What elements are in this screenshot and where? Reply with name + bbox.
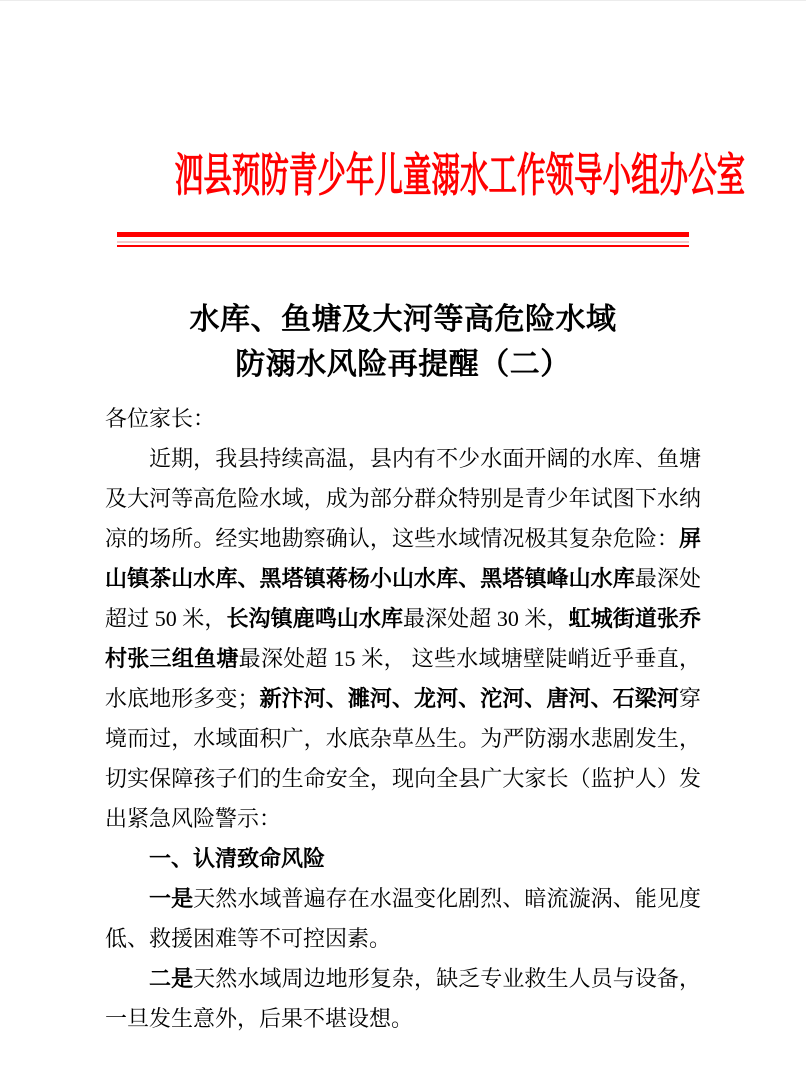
document-body xyxy=(105,399,701,1039)
emphasis-text: 一是 xyxy=(149,885,194,911)
emphasis-text: 虹城街道张乔村张三组鱼塘 xyxy=(105,605,701,671)
body-text: 最深处超 30 米， xyxy=(403,605,569,631)
body-text: 最深处超 15 米， 这些水域塘壁陡峭近乎垂直，水底地形多变； xyxy=(105,645,701,711)
document-title xyxy=(0,297,806,387)
salutation: 各位家长： xyxy=(105,405,216,431)
risk-point-1 xyxy=(105,879,701,959)
body-text: 穿境而过，水域面积广，水底杂草丛生。为严防溺水悲剧发生，切实保障孩子们的生命安全，现向全县广大家长（监护人）发出紧急风险警示： xyxy=(105,685,701,831)
document-title-line2: 防溺水风险再提醒（二） xyxy=(235,347,571,381)
body-text: 天然水域普遍存在水温变化剧烈、暗流漩涡、能见度低、救援困难等不可控因素。 xyxy=(105,885,701,951)
emphasis-text: 屏山镇茶山水库、黑塔镇蒋杨小山水库、黑塔镇峰山水库 xyxy=(105,525,701,591)
body-text: 近期，我县持续高温，县内有不少水面开阔的水库、鱼塘及大河等高危险水域，成为部分群众特别是青少年试图下水纳凉的场所。经实地勘察确认，这些水域情况极其复杂危险： xyxy=(105,445,701,551)
risk-point-2 xyxy=(105,959,701,1039)
letterhead-org-name-text: 泗县预防青少年儿童溺水工作领导小组办公室 xyxy=(174,150,746,201)
emphasis-text: 新汴河、濉河、龙河、沱河、唐河、石梁河 xyxy=(259,685,679,711)
letterhead-divider xyxy=(117,232,689,247)
section-heading-1 xyxy=(105,839,701,879)
body-text: 天然水域周边地形复杂，缺乏专业救生人员与设备，一旦发生意外，后果不堪设想。 xyxy=(105,965,701,1031)
divider-light-line xyxy=(117,241,689,243)
letterhead xyxy=(0,1,806,247)
paragraph-list xyxy=(105,439,701,1039)
emphasis-text: 长沟镇鹿鸣山水库 xyxy=(226,605,404,631)
document-title-line1: 水库、鱼塘及大河等高危险水域 xyxy=(189,302,617,336)
letterhead-org-name xyxy=(0,1,806,202)
divider-thin-line xyxy=(117,245,689,247)
emphasis-text: 二是 xyxy=(149,965,194,991)
divider-thick-line xyxy=(117,232,689,237)
emphasis-text: 一、认清致命风险 xyxy=(149,845,326,871)
intro-paragraph xyxy=(105,439,701,839)
body-text: 最深处超过 50 米， xyxy=(105,565,701,631)
